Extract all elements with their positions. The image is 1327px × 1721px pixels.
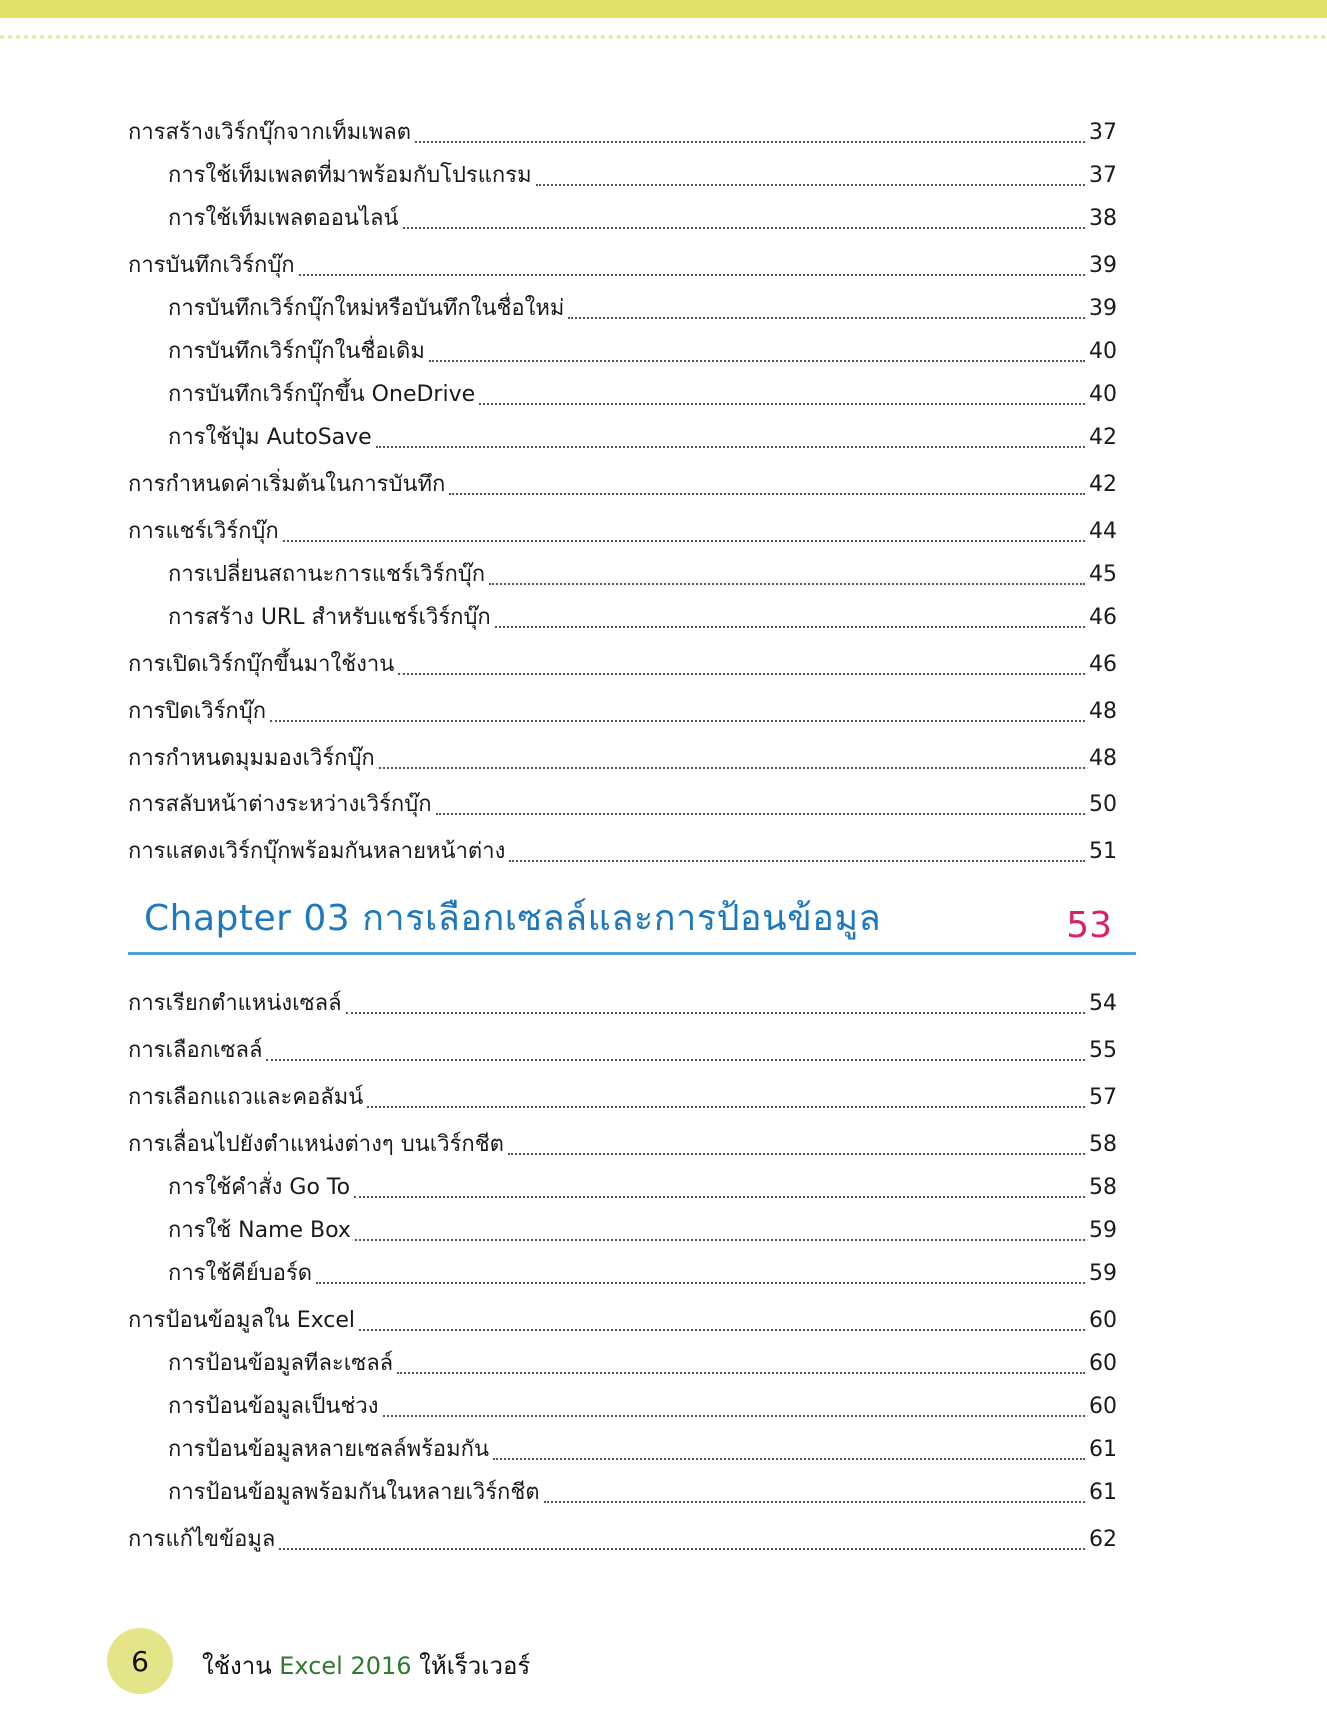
- book-title-suffix: ให้เร็วเวอร์: [419, 1652, 531, 1680]
- toc-entry[interactable]: [128, 465, 1115, 505]
- toc-entry-title: การใช้เท็มเพลตออนไลน์: [168, 206, 399, 231]
- toc-entry-page: 60: [1089, 1308, 1117, 1333]
- toc-entry-title: การบันทึกเวิร์กบุ๊กใหม่หรือบันทึกในชื่อใหม่: [168, 296, 565, 321]
- chapter-page-number: 53: [1066, 905, 1112, 946]
- toc-entry[interactable]: [168, 598, 1115, 638]
- toc-entry-title: การเปิดเวิร์กบุ๊กขึ้นมาใช้งาน: [128, 652, 395, 677]
- toc-entry[interactable]: [168, 1211, 1115, 1251]
- toc-entry-page: 42: [1089, 425, 1117, 450]
- toc-entry[interactable]: [168, 332, 1115, 372]
- toc-entry-page: 57: [1089, 1085, 1117, 1110]
- dot-leader: [316, 1282, 1085, 1284]
- page-number-badge: [107, 1628, 173, 1694]
- toc-entry-title: การป้อนข้อมูลทีละเซลล์: [168, 1351, 394, 1376]
- dot-leader: [479, 403, 1085, 405]
- dot-leader: [415, 141, 1085, 143]
- toc-entry-page: 50: [1089, 792, 1117, 817]
- toc-entry-page: 37: [1089, 163, 1117, 188]
- toc-entry[interactable]: [128, 1031, 1115, 1071]
- toc-entry-title: การสร้างเวิร์กบุ๊กจากเท็มเพลต: [128, 120, 412, 145]
- toc-entry-page: 55: [1089, 1038, 1117, 1063]
- toc-entry[interactable]: [168, 1473, 1115, 1513]
- dot-leader: [536, 184, 1085, 186]
- toc-entry-page: 60: [1089, 1351, 1117, 1376]
- toc-entry-title: การเลือกแถวและคอลัมน์: [128, 1085, 364, 1110]
- dot-leader: [383, 1415, 1086, 1417]
- dot-leader: [283, 540, 1085, 542]
- toc-entry-title: การใช้ Name Box: [168, 1218, 351, 1243]
- toc-entry-title: การสลับหน้าต่างระหว่างเวิร์กบุ๊ก: [128, 792, 432, 817]
- toc-entry[interactable]: [128, 113, 1115, 153]
- toc-entry-title: การเปลี่ยนสถานะการแชร์เวิร์กบุ๊ก: [168, 562, 486, 587]
- dot-leader: [354, 1196, 1085, 1198]
- dot-leader: [355, 1239, 1085, 1241]
- toc-entry[interactable]: [128, 645, 1115, 685]
- toc-entry-title: การใช้คำสั่ง Go To: [168, 1175, 351, 1200]
- dot-leader: [346, 1012, 1085, 1014]
- toc-entry-page: 39: [1089, 296, 1117, 321]
- toc-entry-title: การบันทึกเวิร์กบุ๊กในชื่อเดิม: [168, 339, 425, 364]
- dot-leader: [376, 446, 1085, 448]
- toc-entry[interactable]: [168, 1387, 1115, 1427]
- dot-leader: [436, 813, 1085, 815]
- toc-entry[interactable]: [168, 1344, 1115, 1384]
- toc-entry-page: 61: [1089, 1437, 1117, 1462]
- toc-entry-title: การป้อนข้อมูลพร้อมกันในหลายเวิร์กชีต: [168, 1480, 540, 1505]
- toc-entry[interactable]: [128, 739, 1115, 779]
- toc-entry[interactable]: [128, 832, 1115, 872]
- toc-entry-page: 48: [1089, 746, 1117, 771]
- toc-entry-title: การเลือกเซลล์: [128, 1038, 263, 1063]
- dot-leader: [266, 1059, 1085, 1061]
- toc-entry[interactable]: [168, 1254, 1115, 1294]
- toc-entry[interactable]: [168, 1168, 1115, 1208]
- dot-leader: [359, 1329, 1085, 1331]
- book-title-highlight: Excel 2016: [279, 1652, 412, 1680]
- toc-entry-title: การแสดงเวิร์กบุ๊กพร้อมกันหลายหน้าต่าง: [128, 839, 506, 864]
- toc-entry-title: การป้อนข้อมูลใน Excel: [128, 1308, 355, 1333]
- toc-entry-page: 40: [1089, 382, 1117, 407]
- toc-entry[interactable]: [168, 199, 1115, 239]
- toc-entry-page: 59: [1089, 1261, 1117, 1286]
- chapter-heading: [128, 900, 1136, 955]
- toc-entry-page: 54: [1089, 991, 1117, 1016]
- dot-leader: [403, 227, 1085, 229]
- toc-entry-page: 42: [1089, 472, 1117, 497]
- dot-leader: [397, 1372, 1085, 1374]
- toc-entry-title: การเลื่อนไปยังตำแหน่งต่างๆ บนเวิร์กชีต: [128, 1132, 504, 1157]
- toc-entry-title: การกำหนดมุมมองเวิร์กบุ๊ก: [128, 746, 375, 771]
- toc-entry-page: 45: [1089, 562, 1117, 587]
- toc-entry-title: การกำหนดค่าเริ่มต้นในการบันทึก: [128, 472, 446, 497]
- toc-entry-page: 46: [1089, 652, 1117, 677]
- toc-entry[interactable]: [168, 156, 1115, 196]
- dot-leader: [489, 583, 1085, 585]
- toc-entry[interactable]: [168, 1430, 1115, 1470]
- book-title: [202, 1646, 530, 1685]
- toc-entry-page: 46: [1089, 605, 1117, 630]
- toc-entry-title: การแชร์เวิร์กบุ๊ก: [128, 519, 279, 544]
- top-dotted-rule: [0, 35, 1327, 39]
- toc-entry-title: การปิดเวิร์กบุ๊ก: [128, 699, 267, 724]
- dot-leader: [568, 317, 1085, 319]
- toc-entry-title: การป้อนข้อมูลเป็นช่วง: [168, 1394, 379, 1419]
- toc-entry-title: การใช้เท็มเพลตที่มาพร้อมกับโปรแกรม: [168, 163, 532, 188]
- dot-leader: [398, 673, 1085, 675]
- toc-entry-page: 60: [1089, 1394, 1117, 1419]
- toc-entry-page: 58: [1089, 1132, 1117, 1157]
- dot-leader: [544, 1501, 1085, 1503]
- toc-entry-title: การป้อนข้อมูลหลายเซลล์พร้อมกัน: [168, 1437, 489, 1462]
- toc-entry[interactable]: [168, 555, 1115, 595]
- toc-entry[interactable]: [128, 246, 1115, 286]
- toc-entry-title: การเรียกตำแหน่งเซลล์: [128, 991, 342, 1016]
- toc-entry[interactable]: [168, 418, 1115, 458]
- toc-entry[interactable]: [128, 984, 1115, 1024]
- toc-entry-page: 48: [1089, 699, 1117, 724]
- toc-entry[interactable]: [128, 1301, 1115, 1341]
- dot-leader: [508, 1153, 1085, 1155]
- top-color-band: [0, 0, 1327, 18]
- dot-leader: [367, 1106, 1085, 1108]
- toc-entry[interactable]: [168, 375, 1115, 415]
- toc-entry[interactable]: [128, 1520, 1115, 1560]
- toc-entry-title: การบันทึกเวิร์กบุ๊กขึ้น OneDrive: [168, 382, 476, 407]
- toc-entry-page: 38: [1089, 206, 1117, 231]
- toc-entry[interactable]: [168, 289, 1115, 329]
- dot-leader: [299, 274, 1085, 276]
- toc-entry-page: 59: [1089, 1218, 1117, 1243]
- book-title-prefix: ใช้งาน: [202, 1652, 272, 1680]
- dot-leader: [509, 860, 1085, 862]
- toc-entry[interactable]: [128, 512, 1115, 552]
- chapter-title: Chapter 03 การเลือกเซลล์และการป้อนข้อมูล: [144, 898, 882, 939]
- page-number: 6: [131, 1644, 149, 1678]
- dot-leader: [449, 493, 1085, 495]
- toc-entry[interactable]: [128, 1078, 1115, 1118]
- toc-entry-title: การใช้คีย์บอร์ด: [168, 1261, 313, 1286]
- toc-entry-page: 44: [1089, 519, 1117, 544]
- toc-entry-title: การใช้ปุ่ม AutoSave: [168, 425, 372, 450]
- toc-entry[interactable]: [128, 692, 1115, 732]
- toc-entry-title: การบันทึกเวิร์กบุ๊ก: [128, 253, 295, 278]
- toc-entry-page: 51: [1089, 839, 1117, 864]
- toc-entry[interactable]: [128, 1125, 1115, 1165]
- toc-entry-page: 40: [1089, 339, 1117, 364]
- dot-leader: [493, 1458, 1085, 1460]
- dot-leader: [495, 626, 1085, 628]
- dot-leader: [270, 720, 1085, 722]
- toc-entry-title: การสร้าง URL สำหรับแชร์เวิร์กบุ๊ก: [168, 605, 491, 630]
- toc-entry-page: 62: [1089, 1527, 1117, 1552]
- toc-entry-page: 58: [1089, 1175, 1117, 1200]
- toc-entry-page: 37: [1089, 120, 1117, 145]
- toc-entry-page: 39: [1089, 253, 1117, 278]
- toc-entry-title: การแก้ไขข้อมูล: [128, 1527, 276, 1552]
- dot-leader: [379, 767, 1085, 769]
- toc-entry[interactable]: [128, 785, 1115, 825]
- toc-entry-page: 61: [1089, 1480, 1117, 1505]
- dot-leader: [279, 1548, 1085, 1550]
- dot-leader: [429, 360, 1085, 362]
